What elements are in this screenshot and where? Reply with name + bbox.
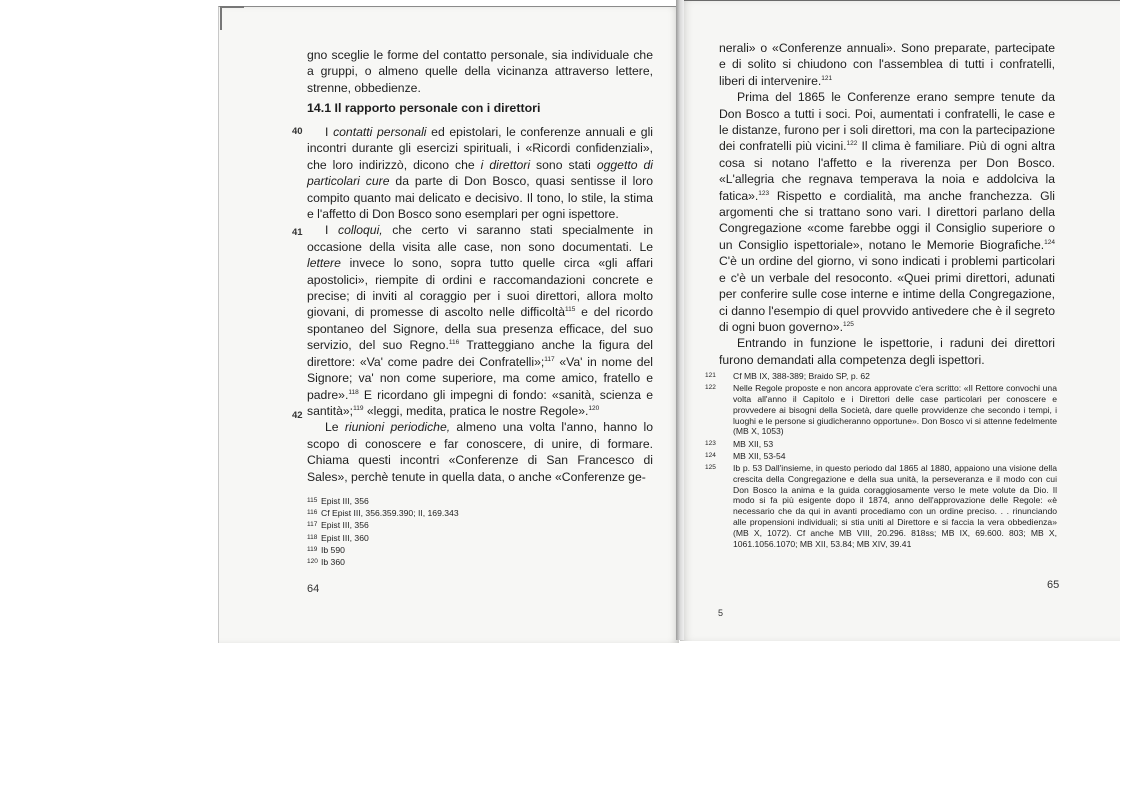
page-corner-mark — [220, 6, 244, 30]
footnote-ref: 120 — [588, 404, 600, 412]
paragraph-text: da parte di Don Bosco, quasi sentisse il loro compito quanto mai delicato e decisivo. Il tono, lo stile, la stima e l'affetto di Don Bosco sono esemplari per ogni ispettore. — [307, 174, 653, 222]
footnote-number: 117 — [307, 521, 318, 529]
margin-number: 42 — [292, 410, 303, 421]
footnote-number: 115 — [307, 497, 318, 504]
section-heading: 14.1 Il rapporto personale con i direttori — [307, 101, 541, 115]
footnote-ref: 121 — [821, 74, 833, 82]
footnote — [705, 371, 1057, 382]
paragraph-text: almeno una volta l'anno, hanno lo scopo di conoscere e far conoscere, di unire, di formare. Chiama questi incontri «Conferenze di San Francesco di Sales», perchè tenute in quella data, o anche «Conferenze ge- — [307, 420, 653, 484]
emphasis-text: oggetto di particolari cure — [307, 157, 653, 189]
footnote — [705, 383, 1057, 437]
emphasis-text: contatti personali — [333, 125, 427, 139]
emphasis-text: colloqui, — [337, 223, 383, 238]
footnote — [705, 462, 1057, 549]
footnote — [705, 438, 1057, 450]
footnote-text: Ib 360 — [321, 556, 345, 567]
footnote-number: 121 — [705, 372, 716, 379]
footnote-ref: 125 — [843, 320, 854, 328]
book-gutter — [676, 0, 684, 640]
footnote — [307, 496, 607, 507]
footnote-text: Epist III, 356 — [321, 520, 369, 531]
section-heading-block — [307, 101, 653, 115]
footnote-text: Cf Epist III, 356.359.390; II, 169.343 — [321, 508, 459, 519]
right-footnotes — [705, 371, 1057, 551]
paragraph-text: E ricordano gli impegni di fondo: «sanità, scienza e santità»; — [307, 387, 653, 418]
footnote-ref: 123 — [758, 189, 770, 197]
footnote-ref: 118 — [348, 388, 359, 396]
paragraph-text: Le — [325, 420, 345, 435]
paragraph-text: e del ricordo spontaneo del Signore, della sua presenza efficace, del suo servizio, del suo Regno. — [307, 305, 653, 353]
paragraph-text: che certo vi saranno stati specialmente in occasione della visita alle case, non sono documentati. Le — [307, 223, 653, 254]
paragraph-text: Prima del 1865 le Conferenze erano sempre tenute da Don Bosco a tutti i soci. Poi, aumentati i confratelli, le case e le distanze, furono per i soli direttori, ma con la partecipazione dei confratelli più vicini. — [719, 90, 1055, 154]
paragraph-text: invece lo sono, sopra tutto quelle circa «gli affari apostolici», riempite di ordini e raccomandazioni concrete e precise; di inviti al coraggio per i suoi direttori, allora molto giovani, di promesse di ascolto nelle difficoltà — [307, 256, 653, 320]
bottom-signature-mark: 5 — [718, 608, 724, 618]
footnote-number: 118 — [307, 533, 318, 541]
footnote-text: Ib 590 — [321, 544, 345, 555]
left-opening-paragraph — [307, 47, 653, 96]
footnote-text: Ib p. 53 Dall'insieme, in questo periodo dal 1865 al 1880, appaiono una visione della crescita della Congregazione e della sua unità, la perseveranza e il modo con cui Don Bosco la anima e la guida coraggiosamente verso le mete volute da Dio. Il modo si fa più esigente dopo il 1874, anno dell'approvazione delle Regole: «è necessario che da qui in avanti procediamo con un ordine preciso. . . rinunciando alle propensioni individuali; si stia uniti al Direttore e si faccia la vera obbedienza» (MB X, 1072). Cf anche MB VIII, 20.296. 818ss; MB IX, 69.600. 803; MB X, 1061.1056.1070; MB XII, 53.84; MB XIV, 39.41 — [733, 462, 1057, 549]
body-paragraph — [307, 419, 653, 485]
right-body-text — [719, 40, 1055, 368]
margin-number: 41 — [292, 227, 303, 238]
footnote-number: 125 — [705, 463, 716, 471]
body-paragraph — [719, 40, 1055, 89]
footnote — [307, 533, 607, 544]
body-paragraph — [307, 222, 653, 419]
paragraph-text: Rispetto e cordialità, ma anche franchezza. Gli argomenti che si trattano sono vari. I direttori parlano della Congregazione «come farebbe oggi il Consiglio superiore o un Consiglio ispettoriale», notano le Memorie Biografiche. — [719, 188, 1055, 252]
footnote — [307, 545, 607, 556]
footnote — [307, 520, 607, 531]
footnote-text: MB XII, 53-54 — [733, 450, 786, 461]
footnote-number: 119 — [307, 545, 318, 553]
footnote-text: Cf MB IX, 388-389; Braido SP, p. 62 — [733, 371, 870, 381]
left-body-text — [307, 124, 653, 485]
footnote-ref: 124 — [1044, 238, 1055, 246]
footnote-ref: 122 — [846, 140, 858, 148]
footnote-text: Epist III, 360 — [321, 532, 369, 543]
paragraph-text: I — [325, 223, 338, 238]
right-page-number: 65 — [1047, 579, 1060, 591]
footnote-number: 123 — [705, 439, 716, 447]
left-footnotes — [307, 496, 607, 569]
opening-paragraph-text: gno sceglie le forme del contatto personale, sia individuale che a gruppi, o almeno quelle della vicinanza attraverso lettere, strenne, obbedienze. — [307, 48, 653, 95]
footnote-text: Epist III, 356 — [321, 496, 369, 506]
footnote-text: MB XII, 53 — [733, 438, 774, 449]
emphasis-text: i direttori — [480, 157, 531, 172]
body-paragraph — [719, 335, 1055, 368]
body-paragraph — [307, 124, 653, 222]
footnote — [705, 450, 1057, 462]
footnote-ref: 116 — [448, 339, 460, 347]
footnote-number: 120 — [307, 557, 318, 565]
emphasis-text: lettere — [307, 256, 341, 271]
left-page-number: 64 — [307, 583, 320, 595]
paragraph-text: I — [325, 125, 334, 139]
footnote-number: 122 — [705, 384, 716, 392]
paragraph-text: «leggi, medita, pratica le nostre Regole». — [363, 403, 589, 418]
margin-number: 40 — [292, 126, 303, 137]
footnote — [307, 508, 607, 519]
paragraph-text: Tratteggiano anche la figura del direttore: «Va' come padre dei Confratelli»; — [307, 338, 653, 369]
emphasis-text: riunioni periodiche, — [344, 420, 451, 435]
footnote-ref: 115 — [565, 306, 576, 314]
paragraph-text: Il clima è familiare. Più di ogni altra cosa si notano l'affetto e la riverenza per Don Bosco. «L'allegria che regnava temperava la noia e addolciva la fatica». — [719, 139, 1055, 203]
footnote-ref: 119 — [353, 404, 364, 412]
paragraph-text: nerali» o «Conferenze annuali». Sono preparate, partecipate e di solito si chiudono con l'assemblea di tutti i confratelli, liberi di intervenire. — [719, 41, 1055, 88]
paragraph-text: ed epistolari, le conferenze annuali e gli incontri durante gli esercizi spirituali, i «Ricordi confidenziali», che loro indirizzò, dicono che — [307, 125, 653, 172]
paragraph-text: Entrando in funzione le ispettorie, i raduni dei direttori furono demandati alla competenza degli ispettori. — [719, 336, 1055, 367]
paragraph-text: «Va' in nome del Signore; va' non come superiore, ma come amico, fratello e padre». — [307, 354, 654, 402]
footnote — [307, 557, 607, 568]
footnote-text: Nelle Regole proposte e non ancora approvate c'era scritto: «Il Rettore convochi una volta all'anno il Capitolo e i Direttori delle case particolari per conoscere e provvedere ai bisogni della Società, dare quelle provvidenze che secondo i tempi, i luoghi e le persone si giudicheranno opportune». Don Bosco vi si attenne fedelmente (MB X, 1053) — [733, 383, 1057, 437]
paragraph-text: C'è un ordine del giorno, vi sono indicati i problemi particolari e c'è un verbale del resoconto. «Quei primi direttori, adunati per conferire sulle cose interne e intime della Congregazione, ci danno l'esempio di quel provvido antivedere che è il segreto di ogni buon governo». — [719, 254, 1055, 334]
body-paragraph — [719, 89, 1055, 335]
footnote-ref: 117 — [544, 355, 555, 363]
footnote-number: 124 — [705, 451, 716, 459]
paragraph-text: sono stati — [530, 157, 597, 172]
footnote-number: 116 — [307, 509, 318, 517]
